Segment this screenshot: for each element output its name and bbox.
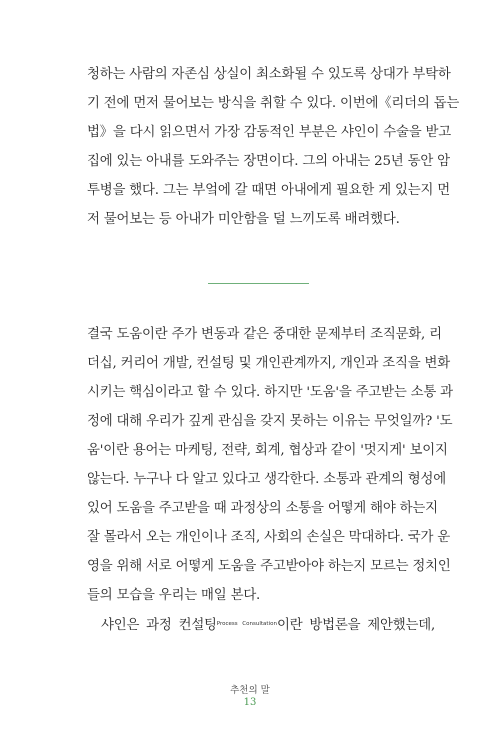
top-paragraph: [87, 60, 460, 234]
section-divider: [208, 283, 309, 284]
superscript-term: Process Consultation: [216, 621, 277, 627]
paragraph-line: 법》을 다시 읽으면서 가장 감동적인 부분은 샤인이 수술을 받고: [87, 125, 452, 140]
bottom-paragraph: [87, 320, 453, 639]
line-text-after: 이란 방법론을 제안했는데,: [276, 618, 436, 633]
line-text-before: 샤인은 과정 컨설팅: [101, 618, 217, 633]
paragraph-line: 들의 모습을 우리는 매일 본다.: [87, 588, 261, 603]
paragraph-line: 정에 대해 우리가 깊게 관심을 갖지 못하는 이유는 무엇일까? '도: [87, 414, 453, 429]
paragraph-line: 기 전에 먼저 물어보는 방식을 취할 수 있다. 이번에《리더의 돕는: [87, 96, 460, 111]
paragraph-line: 않는다. 누구나 다 알고 있다고 생각한다. 소통과 관계의 형성에: [87, 472, 446, 487]
paragraph-line: 결국 도움이란 주가 변동과 같은 중대한 문제부터 조직문화, 리: [87, 327, 442, 342]
paragraph-line: 있어 도움을 주고받을 때 과정상의 소통을 어떻게 해야 하는지: [87, 501, 438, 516]
paragraph-line: 영을 위해 서로 어떻게 도움을 주고받아야 하는지 모르는 정치인: [87, 559, 451, 574]
paragraph-line: 시키는 핵심이라고 할 수 있다. 하지만 '도움'을 주고받는 소통 과: [87, 385, 453, 400]
paragraph-line: 청하는 사람의 자존심 상실이 최소화될 수 있도록 상대가 부탁하: [87, 67, 451, 82]
paragraph-line: 집에 있는 아내를 도와주는 장면이다. 그의 아내는 25년 동안 암: [87, 154, 450, 169]
paragraph-line: 투병을 했다. 그는 부엌에 갈 때면 아내에게 필요한 게 있는지 먼: [87, 183, 451, 198]
paragraph-line: 저 물어보는 등 아내가 미안함을 덜 느끼도록 배려했다.: [87, 212, 400, 227]
running-footer-title: 추천의 말: [230, 685, 270, 696]
paragraph-line: 더십, 커리어 개발, 컨설팅 및 개인관계까지, 개인과 조직을 변화: [87, 356, 451, 371]
paragraph-line-with-footnote: [87, 610, 435, 639]
paragraph-line: 움'이란 용어는 마케팅, 전략, 회계, 협상과 같이 '멋지게' 보이지: [87, 443, 448, 458]
page-number: 13: [243, 697, 257, 708]
paragraph-line: 잘 몰라서 오는 개인이나 조직, 사회의 손실은 막대하다. 국가 운: [87, 530, 451, 545]
